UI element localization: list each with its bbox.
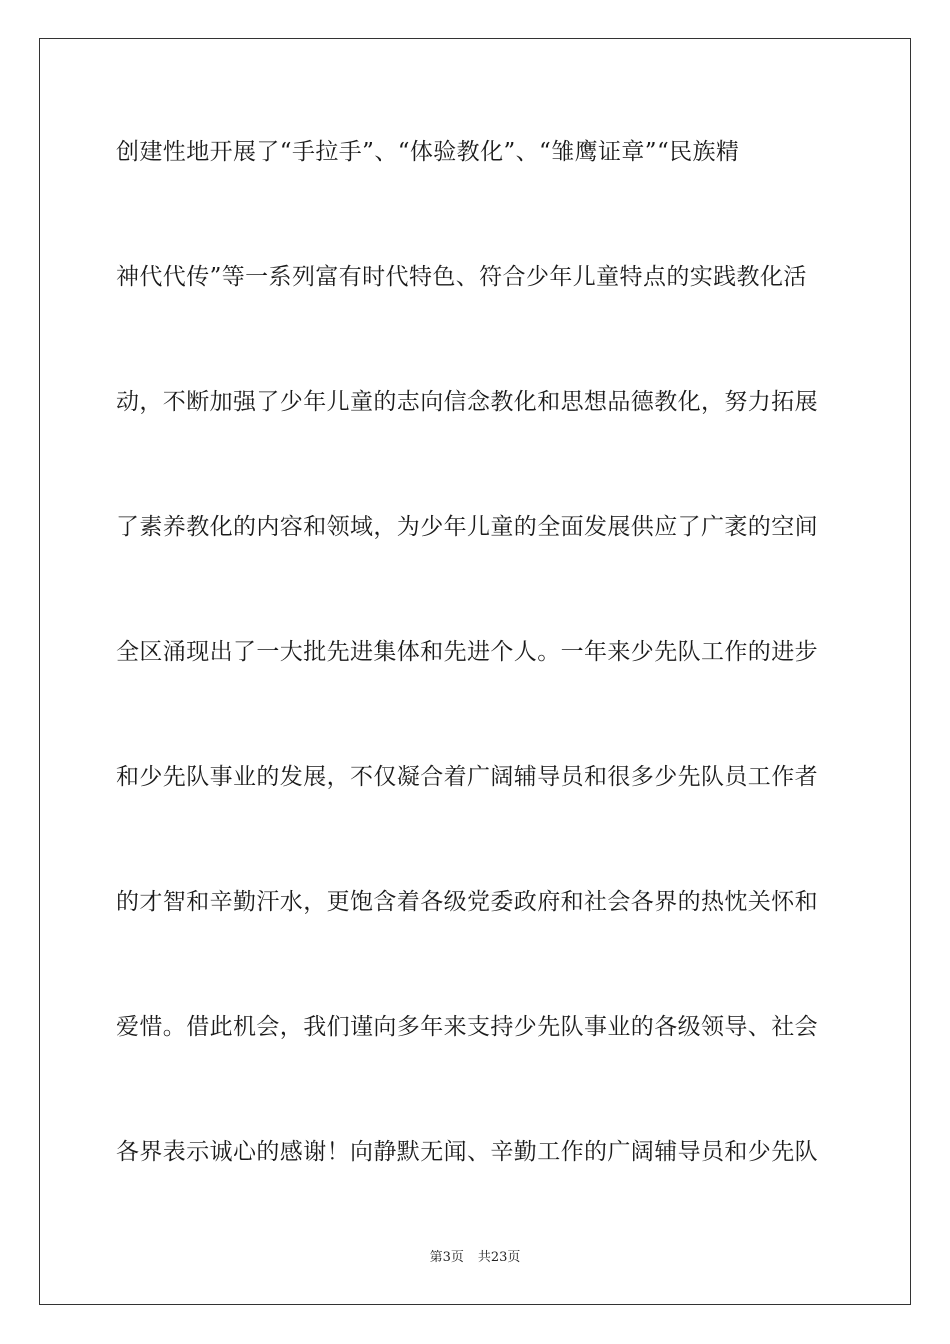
total-pages: 共23页 [477, 1250, 521, 1265]
page-number: 第3页 [429, 1250, 464, 1265]
text-line: 爱惜。借此机会，我们谨向多年来支持少先队事业的各级领导、社会 [116, 1014, 818, 1040]
text-line: 各界表示诚心的感谢！向静默无闻、辛勤工作的广阔辅导员和少先队 [116, 1139, 818, 1165]
body-text [116, 125, 836, 1250]
text-line: 的才智和辛勤汗水，更饱含着各级党委政府和社会各界的热忱关怀和 [116, 889, 818, 915]
text-line: 全区涌现出了一大批先进集体和先进个人。一年来少先队工作的进步 [116, 639, 818, 665]
text-line: 神代代传”等一系列富有时代特色、符合少年儿童特点的实践教化活 [116, 264, 807, 290]
text-line: 动，不断加强了少年儿童的志向信念教化和思想品德教化，努力拓展 [116, 389, 818, 415]
page-footer [0, 1246, 950, 1265]
text-line: 了素养教化的内容和领域，为少年儿童的全面发展供应了广袤的空间 [116, 514, 818, 540]
text-line: 创建性地开展了“手拉手”、“体验教化”、“雏鹰证章”“民族精 [116, 139, 740, 165]
text-line: 和少先队事业的发展，不仅凝合着广阔辅导员和很多少先队员工作者 [116, 764, 818, 790]
